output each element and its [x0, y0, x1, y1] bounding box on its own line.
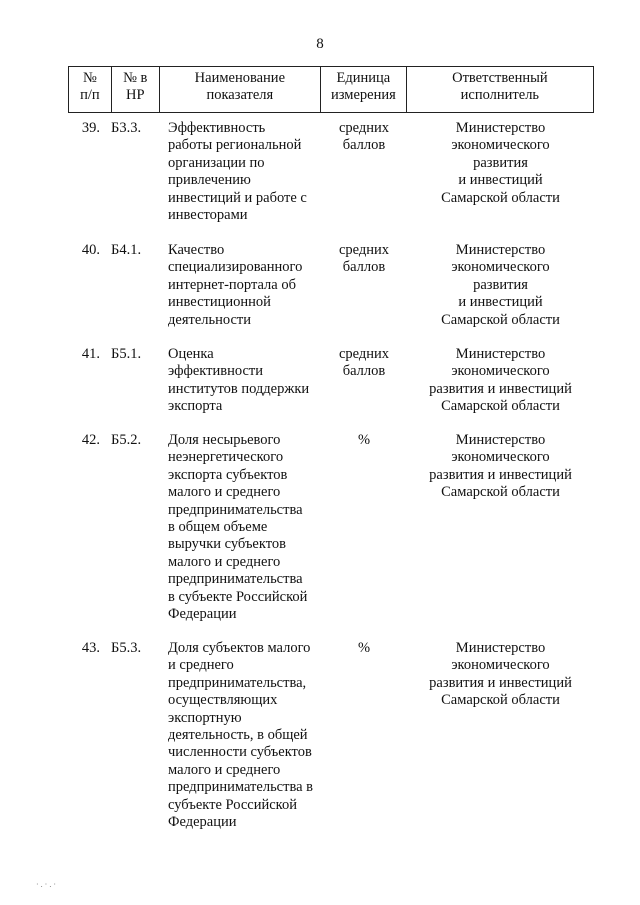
row-indicator-name: Эффективность работы региональной организации по привлечению инвестиций и работе с инвесторами — [168, 120, 307, 224]
table-row — [68, 120, 594, 224]
header-responsible — [407, 67, 593, 112]
page-number: 8 — [316, 36, 324, 52]
header-num-label: № п/п — [80, 70, 100, 103]
row-code: Б5.2. — [111, 432, 142, 448]
row-unit: средних баллов — [338, 120, 390, 154]
row-responsible: Министерство экономического развития и инвестиций Самарской области — [429, 432, 572, 501]
row-indicator-name: Доля субъектов малого и среднего предпринимательства, осуществляющих экспортную деятельность, в общей численности субъектов малого и среднего предпринимательства в субъекте Российской Федерации — [168, 640, 314, 831]
row-code: Б3.3. — [111, 120, 142, 136]
table-row — [68, 640, 594, 831]
row-indicator-name: Доля несырьевого неэнергетического экспорта субъектов малого и среднего предпринимательства в общем объеме выручки субъектов малого и среднего предпринимательства в субъекте Российской Федерации — [168, 432, 308, 623]
row-responsible: Министерство экономического развития и инвестиций Самарской области — [429, 346, 572, 415]
row-responsible: Министерство экономического развития и инвестиций Самарской области — [441, 242, 560, 328]
row-number: 43. — [81, 640, 100, 656]
row-responsible: Министерство экономического развития и инвестиций Самарской области — [429, 640, 572, 709]
row-number: 42. — [81, 432, 100, 448]
row-unit: % — [357, 432, 371, 448]
header-num — [69, 67, 112, 112]
header-name — [160, 67, 321, 112]
table-row — [68, 346, 594, 416]
table-row — [68, 242, 594, 329]
scan-artifact: ·.·.· — [36, 880, 58, 889]
row-code: Б4.1. — [111, 242, 142, 258]
row-unit: средних баллов — [338, 242, 390, 276]
row-indicator-name: Оценка эффективности институтов поддержки экспорта — [168, 346, 310, 415]
row-number: 41. — [81, 346, 100, 362]
header-name-label: Наименование показателя — [194, 70, 286, 103]
row-number: 40. — [81, 242, 100, 258]
indicator-table — [68, 66, 594, 831]
row-unit: средних баллов — [338, 346, 390, 380]
row-indicator-name: Качество специализированного интернет-портала об инвестиционной деятельности — [168, 242, 303, 328]
header-code-label: № в НР — [123, 70, 148, 103]
header-responsible-label: Ответственный исполнитель — [452, 70, 548, 103]
row-unit: % — [357, 640, 371, 656]
row-code: Б5.3. — [111, 640, 142, 656]
row-responsible: Министерство экономического развития и инвестиций Самарской области — [441, 120, 560, 206]
header-code — [112, 67, 160, 112]
header-unit — [321, 67, 407, 112]
table-header — [68, 66, 594, 113]
table-row — [68, 432, 594, 623]
row-code: Б5.1. — [111, 346, 142, 362]
header-unit-label: Единица измерения — [330, 70, 396, 103]
row-number: 39. — [81, 120, 100, 136]
